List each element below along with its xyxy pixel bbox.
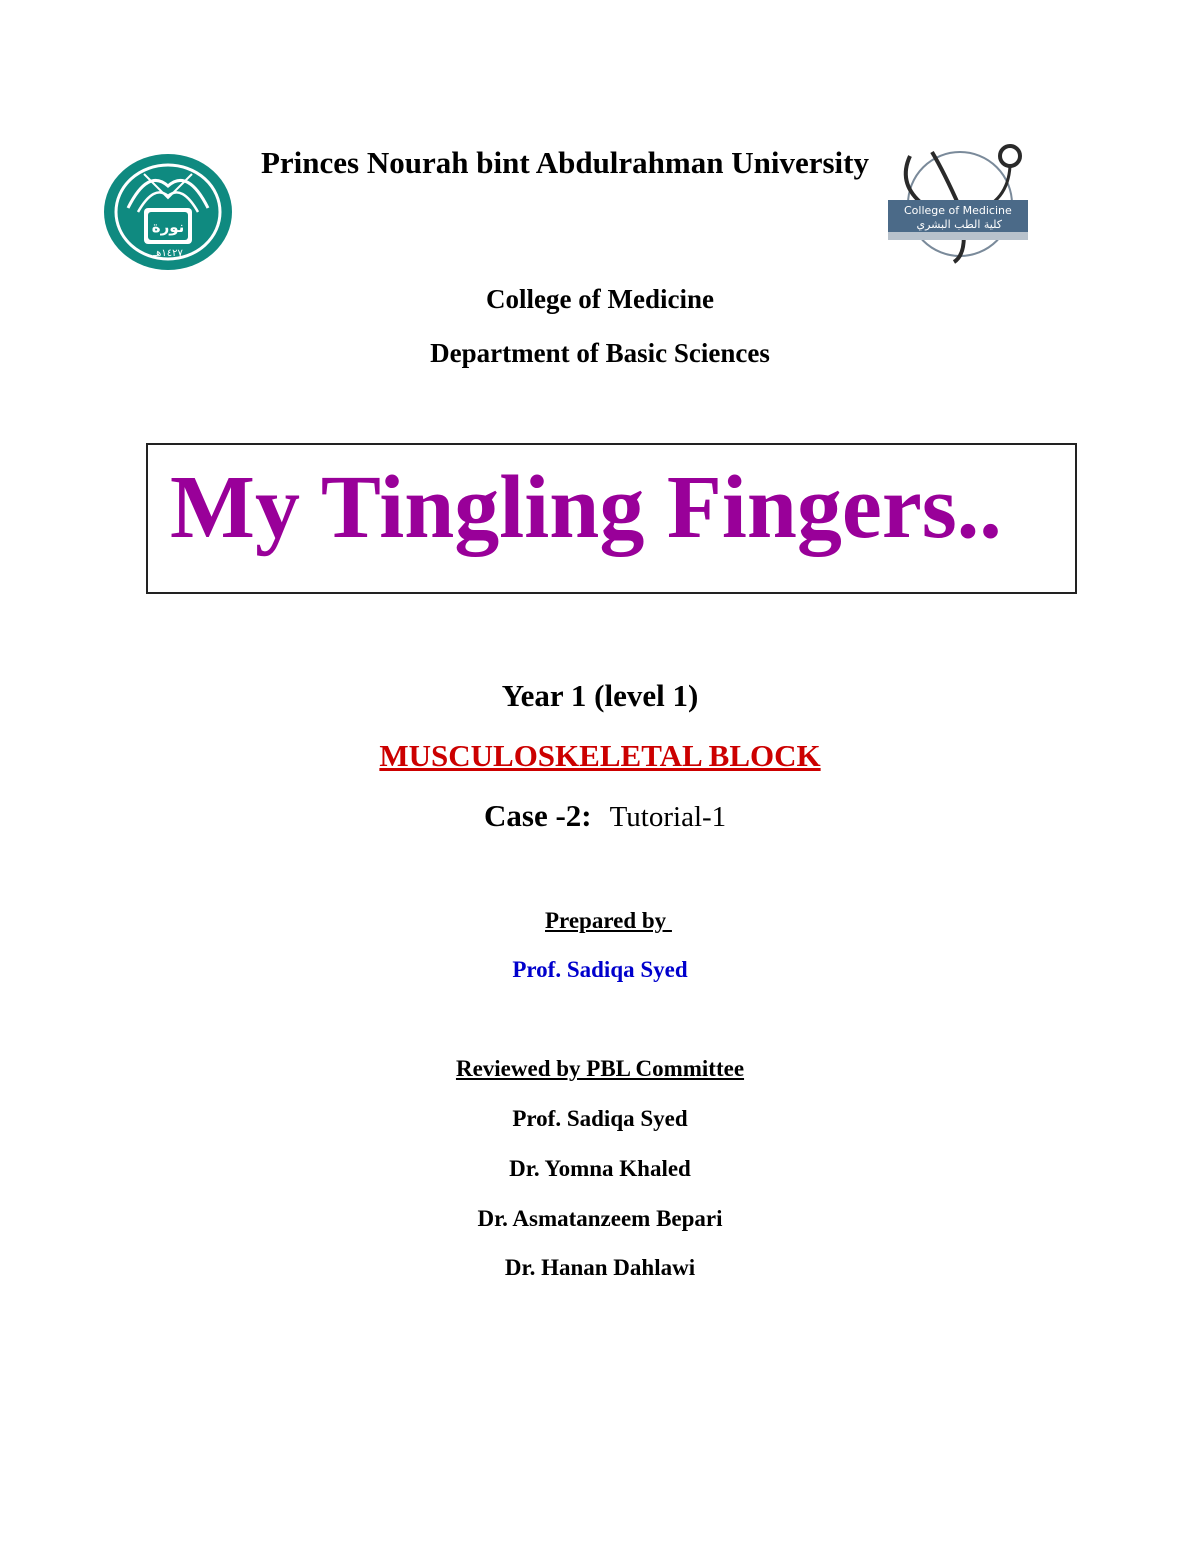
department-name: Department of Basic Sciences	[430, 338, 770, 368]
prepared-by-label: Prepared by	[545, 908, 672, 933]
svg-text:نورة: نورة	[151, 218, 185, 236]
college-of-medicine-logo-icon	[884, 142, 1032, 268]
reviewed-by-label: Reviewed by PBL Committee	[455, 1056, 745, 1081]
tutorial-label: Tutorial-1	[609, 801, 727, 833]
committee-member: Dr. Asmatanzeem Bepari	[477, 1206, 723, 1231]
svg-text:كلية الطب البشري: كلية الطب البشري	[916, 218, 1002, 231]
prepared-by-name: Prof. Sadiqa Syed	[512, 957, 688, 982]
case-title: My Tingling Fingers..	[170, 458, 1002, 557]
university-title: Princes Nourah bint Abdulrahman University	[260, 145, 869, 180]
year-level: Year 1 (level 1)	[501, 678, 699, 713]
case-line	[484, 798, 884, 834]
svg-text:١٤٢٧هـ: ١٤٢٧هـ	[153, 248, 183, 259]
pnu-seal-icon	[100, 150, 236, 274]
committee-member: Dr. Hanan Dahlawi	[504, 1255, 696, 1280]
college-name: College of Medicine	[486, 284, 714, 314]
committee-member: Prof. Sadiqa Syed	[512, 1106, 688, 1131]
block-name: MUSCULOSKELETAL BLOCK	[379, 738, 821, 773]
svg-text:College of Medicine: College of Medicine	[904, 204, 1012, 217]
title-box	[146, 443, 1077, 594]
case-label: Case -2:	[484, 798, 592, 833]
committee-member: Dr. Yomna Khaled	[509, 1156, 691, 1181]
